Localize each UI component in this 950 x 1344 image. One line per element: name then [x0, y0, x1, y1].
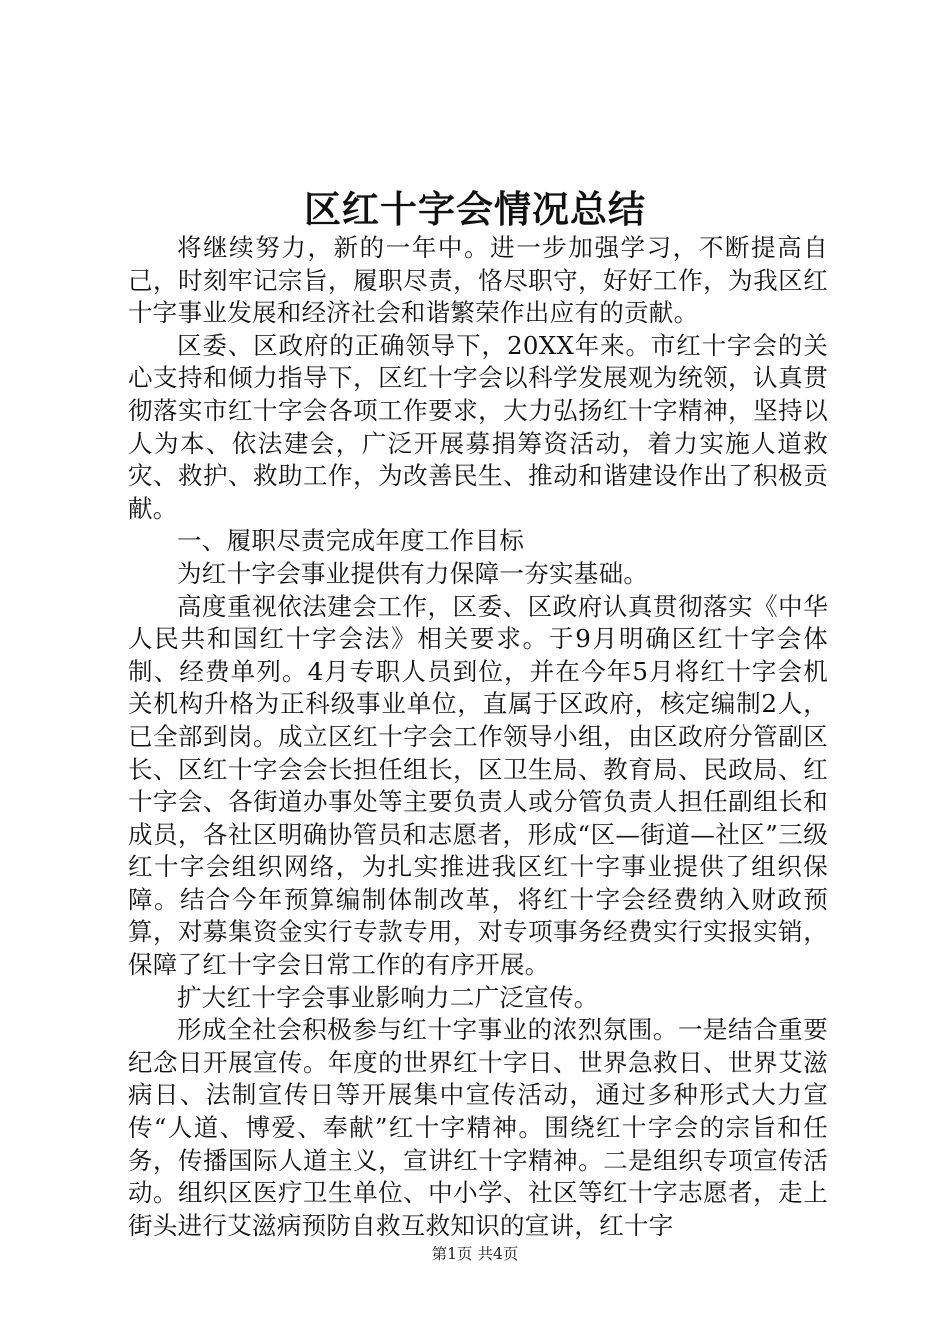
paragraph: 将继续努力，新的一年中。进一步加强学习，不断提高自己，时刻牢记宗旨，履职尽责，恪尽职守，好好工作，为我区红十字事业发展和经济社会和谐繁荣作出应有的贡献。 — [128, 233, 828, 328]
paragraph: 为红十字会事业提供有力保障一夯实基础。 — [177, 558, 649, 588]
paragraph: 形成全社会积极参与红十字事业的浓烈氛围。一是结合重要纪念日开展宣传。年度的世界红十字日、世界急救日、世界艾滋病日、法制宣传日等开展集中宣传活动，通过多种形式大力宣传“人道、博爱、奉献”红十字精神。围绕红十字会的宗旨和任务，传播国际人道主义，宣讲红十字精神。二是组织专项宣传活动。组织区医疗卫生单位、中小学、社区等红十字志愿者，走上街头进行艾滋病预防自救互救知识的宣讲，红十字 — [128, 1015, 828, 1240]
section-heading: 一、履职尽责完成年度工作目标 — [177, 526, 525, 556]
page-footer: 第1页 共4页 — [431, 1245, 519, 1263]
paragraph: 高度重视依法建会工作，区委、区政府认真贯彻落实《中华人民共和国红十字会法》相关要求。于9月明确区红十字会体制、经费单列。4月专职人员到位，并在今年5月将红十字会机关机构升格为正科级事业单位，直属于区政府，核定编制2人，已全部到岗。成立区红十字会工作领导小组，由区政府分管副区长、区红十字会会长担任组长，区卫生局、教育局、民政局、红十字会、各街道办事处等主要负责人或分管负责人担任副组长和成员，各社区明确协管员和志愿者，形成“区—街道—社区”三级红十字会组织网络，为扎实推进我区红十字事业提供了组织保障。结合今年预算编制体制改革，将红十字会经费纳入财政预算，对募集资金实行专款专用，对专项事务经费实行实报实销，保障了红十字会日常工作的有序开展。 — [128, 591, 829, 980]
document-title: 区红十字会情况总结 — [304, 187, 646, 231]
document-body — [128, 232, 828, 1242]
paragraph: 扩大红十字会事业影响力二广泛宣传。 — [177, 982, 599, 1012]
paragraph: 区委、区政府的正确领导下，20XX年来。市红十字会的关心支持和倾力指导下，区红十字会以科学发展观为统领，认真贯彻落实市红十字会各项工作要求，大力弘扬红十字精神，坚持以人为本、依法建会，广泛开展募捐筹资活动，着力实施人道救灾、救护、救助工作，为改善民生、推动和谐建设作出了积极贡献。 — [128, 330, 829, 523]
